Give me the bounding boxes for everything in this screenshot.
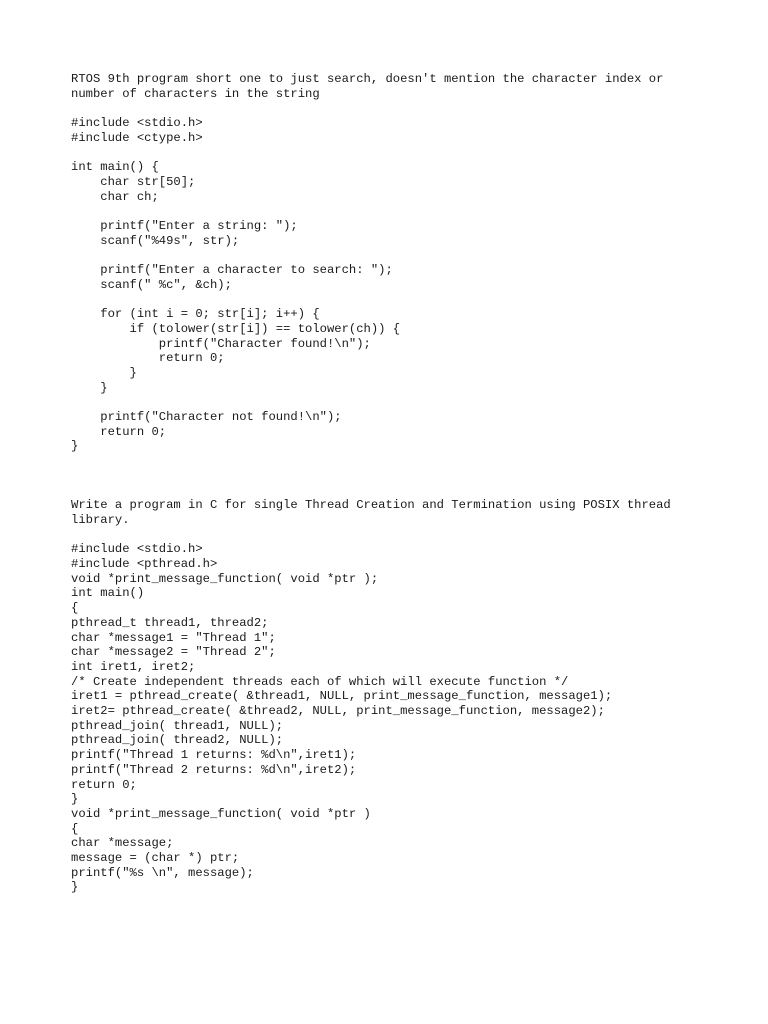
code-line: printf("Enter a string: ");: [71, 218, 298, 233]
code-line: return 0;: [71, 777, 137, 792]
code-line: int main(): [71, 586, 145, 601]
code-line: printf("Character not found!\n");: [71, 410, 342, 425]
code-line: #include <stdio.h>: [71, 542, 203, 557]
code-line: #include <pthread.h>: [71, 556, 218, 571]
section2-code-block: [71, 542, 711, 895]
code-line: char *message;: [71, 836, 174, 851]
code-line: printf("Thread 1 returns: %d\n",iret1);: [71, 748, 357, 763]
code-line: /* Create independent threads each of which will execute function */: [71, 674, 569, 689]
code-line: char str[50];: [71, 174, 196, 189]
code-line: {: [71, 821, 79, 836]
section1-code-block: [71, 116, 711, 454]
code-line: int main() {: [71, 160, 159, 175]
code-line: iret2= pthread_create( &thread2, NULL, print_message_function, message2);: [71, 704, 605, 719]
code-line: [71, 146, 711, 161]
code-line: printf("Character found!\n");: [71, 336, 371, 351]
spacer: [71, 528, 711, 543]
section2-heading: Write a program in C for single Thread Creation and Termination using POSIX thread library.: [71, 498, 679, 527]
code-line: [71, 395, 711, 410]
code-line: }: [71, 380, 108, 395]
code-line: void *print_message_function( void *ptr );: [71, 571, 379, 586]
spacer: [71, 101, 711, 116]
code-line: [71, 204, 711, 219]
code-line: message = (char *) ptr;: [71, 851, 240, 866]
code-line: #include <stdio.h>: [71, 116, 203, 131]
code-line: char *message2 = "Thread 2";: [71, 645, 276, 660]
section1-heading: RTOS 9th program short one to just search, doesn't mention the character index or number of characters in the string: [71, 72, 671, 101]
code-line: char ch;: [71, 189, 159, 204]
code-line: }: [71, 439, 79, 454]
code-line: void *print_message_function( void *ptr ): [71, 806, 371, 821]
spacer: [71, 454, 711, 498]
code-line: int iret1, iret2;: [71, 659, 196, 674]
code-line: printf("Enter a character to search: ");: [71, 263, 393, 278]
code-line: }: [71, 880, 79, 895]
code-line: #include <ctype.h>: [71, 130, 203, 145]
code-line: return 0;: [71, 424, 167, 439]
code-line: [71, 248, 711, 263]
code-line: scanf("%49s", str);: [71, 233, 240, 248]
code-line: iret1 = pthread_create( &thread1, NULL, print_message_function, message1);: [71, 689, 613, 704]
code-line: [71, 292, 711, 307]
code-line: printf("%s \n", message);: [71, 865, 254, 880]
code-line: }: [71, 365, 137, 380]
code-line: char *message1 = "Thread 1";: [71, 630, 276, 645]
code-line: }: [71, 792, 79, 807]
code-line: scanf(" %c", &ch);: [71, 277, 232, 292]
code-line: printf("Thread 2 returns: %d\n",iret2);: [71, 762, 357, 777]
code-line: pthread_join( thread2, NULL);: [71, 733, 284, 748]
code-line: for (int i = 0; str[i]; i++) {: [71, 307, 320, 322]
code-line: {: [71, 601, 79, 616]
code-line: return 0;: [71, 351, 225, 366]
code-line: if (tolower(str[i]) == tolower(ch)) {: [71, 321, 401, 336]
code-line: pthread_join( thread1, NULL);: [71, 718, 284, 733]
code-line: pthread_t thread1, thread2;: [71, 615, 269, 630]
document-page: [71, 72, 711, 895]
